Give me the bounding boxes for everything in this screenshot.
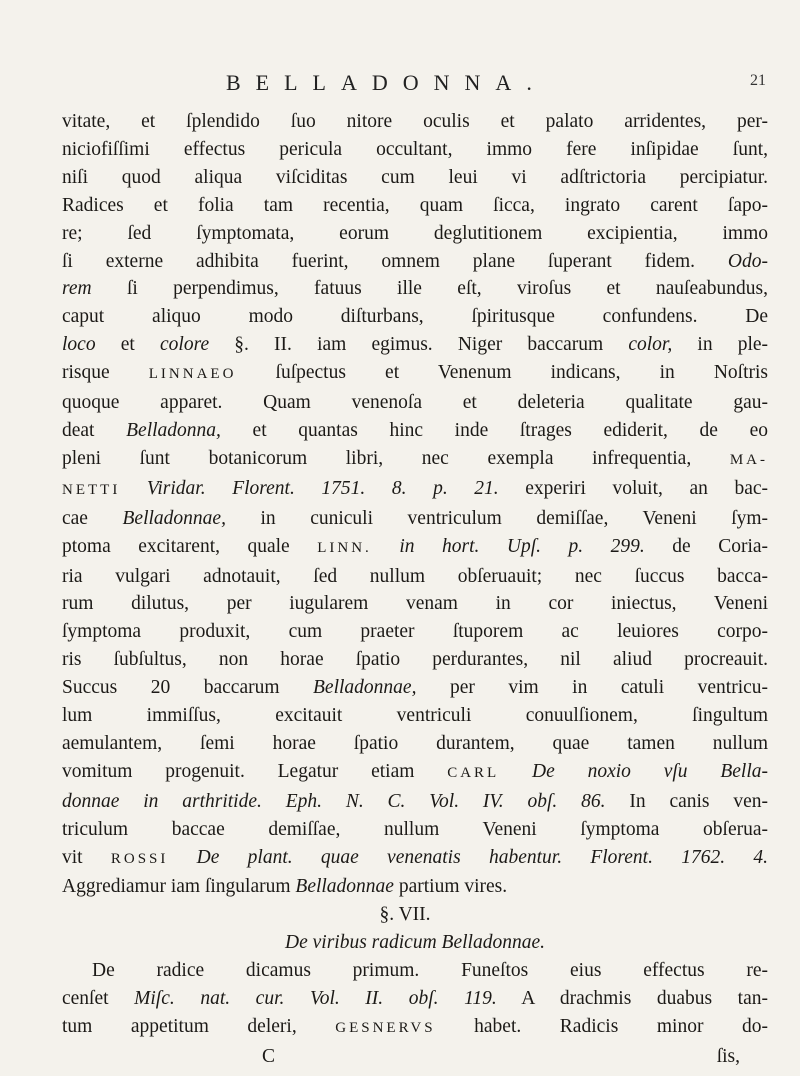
text-line: vit ROSSI De plant. quae venenatis habentur. Florent. 1762. 4. (62, 846, 769, 868)
text-line: pleni ſunt botanicorum libri, nec exempla infrequentia, MA- (62, 447, 768, 469)
author-name: LINN. (317, 539, 372, 556)
text-line: De radice dicamus primum. Funeſtos eius effectus re- (92, 960, 768, 982)
text-line: niciofiſſimi effectus pericula occultant, immo fere inſipidae ſunt, (62, 138, 768, 160)
text-line: ria vulgari adnotauit, ſed nullum obſeruauit; nec ſuccus bacca- (62, 565, 768, 587)
text-line: donnae in arthritide. Eph. N. C. Vol. IV. obſ. 86. In canis ven- (62, 790, 768, 812)
text-line: vitate, et ſplendido ſuo nitore oculis et palato arridentes, per- (62, 111, 768, 132)
text-line: quoque apparet. Quam venenoſa et deleteria qualitate gau- (62, 392, 768, 414)
text-line: ſymptoma produxit, cum praeter ſtuporem ac leuiores corpo- (62, 621, 768, 643)
text-line: re; ſed ſymptomata, eorum deglutitionem excipientia, immo (62, 222, 768, 244)
author-name: LINNAEO (148, 366, 237, 383)
text-line: risque LINNAEO ſuſpectus et Venenum indicans, in Noſtris (62, 362, 769, 384)
running-title: BELLADONNA. (226, 70, 547, 95)
author-name: MA- (729, 451, 768, 468)
author-name: NETTI (62, 481, 121, 498)
author-name: GESNERVS (335, 1020, 436, 1036)
text-line: NETTI Viridar. Florent. 1751. 8. p. 21. experiri voluit, an bac- (62, 477, 769, 499)
text-line: tum appetitum deleri, GESNERVS habet. Radicis minor do- (62, 1016, 768, 1037)
text-line: cenſet Miſc. nat. cur. Vol. II. obſ. 119. A drachmis duabus tan- (62, 988, 769, 1010)
text-line: Succus 20 baccarum Belladonnae, per vim in catuli ventricu- (62, 677, 769, 699)
text-line: vomitum progenuit. Legatur etiam CARL De noxio vſu Bella- (62, 760, 769, 782)
author-name: ROSSI (110, 850, 169, 867)
signature-mark: C (262, 1045, 276, 1067)
page-number: 21 (750, 72, 766, 89)
author-name: CARL (447, 764, 500, 781)
text-line: lum immiſſus, excitauit ventriculi conuulſionem, ſingultum (62, 705, 768, 727)
text-line: rem ſi perpendimus, fatuus ille eſt, viroſus et nauſeabundus, (62, 278, 768, 300)
text-line: deat Belladonna, et quantas hinc inde ſtrages ediderit, de eo (62, 419, 768, 441)
text-line: aemulantem, ſemi horae ſpatio durantem, quae tamen nullum (62, 732, 768, 754)
text-line: cae Belladonnae, in cuniculi ventriculum demiſſae, Veneni ſym- (62, 507, 769, 529)
text-line: niſi quod aliqua viſciditas cum leui vi adſtrictoria percipiatur. (62, 166, 768, 188)
text-line: ptoma excitarent, quale LINN. in hort. Upſ. p. 299. de Coria- (62, 535, 769, 557)
text-line: rum dilutus, per iugularem venam in cor iniectus, Veneni (62, 593, 768, 615)
text-line: Radices et folia tam recentia, quam ſicca, ingrato carent ſapo- (62, 194, 768, 216)
page-footer (62, 1043, 768, 1071)
text-line: triculum baccae demiſſae, nullum Veneni ſymptoma obſerua- (62, 818, 768, 840)
text-line: loco et colore §. II. iam egimus. Niger baccarum color, in ple- (62, 334, 769, 356)
text-line: Aggrediamur iam ſingularum Belladonnae partium vires. (62, 876, 508, 898)
section-number: §. VII. (379, 904, 431, 926)
text-line: ris ſubſultus, non horae ſpatio perdurantes, nil aliud procreauit. (62, 649, 768, 671)
text-line: caput aliquo modo diſturbans, ſpiritusque confundens. De (62, 306, 768, 328)
body-text (62, 108, 768, 1071)
running-head (0, 70, 800, 100)
section-heading: De viribus radicum Belladonnae. (285, 932, 545, 954)
text-line: ſi externe adhibita fuerint, omnem plane ſuperant fidem. Odo- (62, 250, 768, 272)
catchword: ſis, (716, 1045, 740, 1067)
